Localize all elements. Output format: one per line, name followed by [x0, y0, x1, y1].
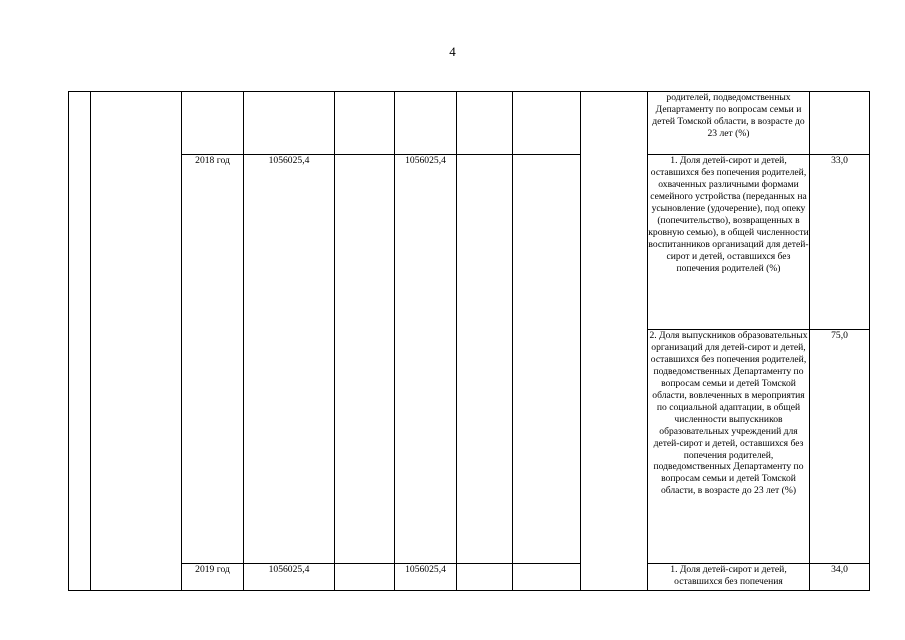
indicator-cell: 1. Доля детей-сирот и детей, оставшихся без попечения: [648, 564, 810, 591]
cell-number: [69, 92, 91, 591]
year-cell: 2019 год: [182, 564, 244, 591]
value-cell: [810, 92, 870, 155]
cell-name: [91, 92, 182, 591]
federal-cell: [335, 564, 395, 591]
cell-executor: [581, 92, 648, 591]
program-table: [68, 91, 870, 591]
indicator-cell: родителей, подведомственных Департаменту по вопросам семьи и детей Томской области, в возрасте до 23 лет (%): [648, 92, 810, 155]
value-cell: 75,0: [810, 330, 870, 564]
cell-federal: [335, 92, 395, 155]
other-cell: [513, 155, 581, 564]
cell-local: [457, 92, 513, 155]
page-number: 4: [449, 44, 456, 59]
federal-cell: [335, 155, 395, 564]
table-row: [69, 155, 870, 330]
value-cell: 34,0: [810, 564, 870, 591]
cell-total: [244, 92, 335, 155]
indicator-cell: 1. Доля детей-сирот и детей, оставшихся без попечения родителей, охваченных различными формами семейного устройства (переданных на усыновление (удочерение), под опеку (попечительство), возвращенных в кровную семью), в общей численности воспитанников организаций для детей-сирот и детей, оставшихся без попечения родителей (%): [648, 155, 810, 330]
total-cell: 1056025,4: [244, 564, 335, 591]
year-cell: 2018 год: [182, 155, 244, 564]
cell-year: [182, 92, 244, 155]
table-row: [69, 92, 870, 155]
value-cell: 33,0: [810, 155, 870, 330]
regional-cell: 1056025,4: [395, 155, 457, 564]
indicator-cell: 2. Доля выпускников образовательных организаций для детей-сирот и детей, оставшихся без попечения родителей, подведомственных Департаменту по вопросам семьи и детей Томской области, вовлеченных в мероприятия по социальной адаптации, в общей численности выпускников образовательных учреждений для детей-сирот и детей, оставшихся без попечения родителей, подведомственных Департаменту по вопросам семьи и детей Томской области, в возрасте до 23 лет (%): [648, 330, 810, 564]
regional-cell: 1056025,4: [395, 564, 457, 591]
cell-regional: [395, 92, 457, 155]
local-cell: [457, 564, 513, 591]
cell-other: [513, 92, 581, 155]
total-cell: 1056025,4: [244, 155, 335, 564]
other-cell: [513, 564, 581, 591]
table-row: [69, 564, 870, 591]
local-cell: [457, 155, 513, 564]
